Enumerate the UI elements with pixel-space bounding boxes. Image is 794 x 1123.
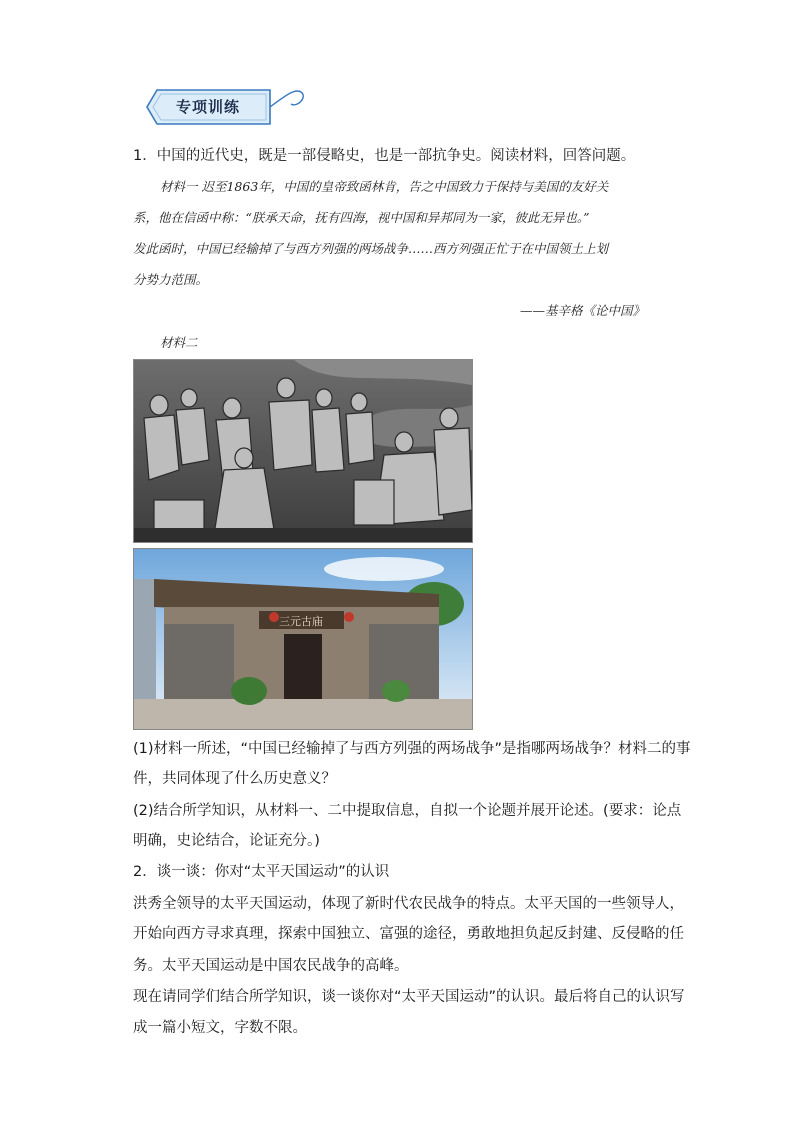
material-1-line: 分势力范围。: [133, 272, 209, 287]
temple-photo-image: [133, 548, 473, 730]
material-1-source: ——基辛格《论中国》: [520, 303, 646, 318]
material-1-line: 材料一 迟至1863年，中国的皇帝致函林肯，告之中国致力于保持与美国的友好关: [160, 179, 609, 194]
question-1-prompt: 1．中国的近代史，既是一部侵略史，也是一部抗争史。阅读材料，回答问题。: [133, 148, 636, 164]
material-1-line: 系，他在信函中称：“朕承天命，抚有四海，视中国和异邦同为一家，彼此无异也。”: [133, 210, 590, 225]
banner-title: 专项训练: [176, 98, 241, 116]
material-2-label: 材料二: [160, 335, 198, 350]
sub-question-1-line: 件，共同体现了什么历史意义？: [133, 771, 336, 787]
question-2-paragraph-line: 务。太平天国运动是中国农民战争的高峰。: [133, 958, 409, 974]
relief-sculpture-image: [133, 359, 473, 543]
sub-question-2-line: 明确，史论结合，论证充分。): [133, 833, 320, 849]
question-2-paragraph-line: 洪秀全领导的太平天国运动，体现了新时代农民战争的特点。太平天国的一些领导人，: [133, 896, 684, 912]
sub-question-1-line: (1)材料一所述，“中国已经输掉了与西方列强的两场战争”是指哪两场战争？材料二的事: [133, 741, 691, 757]
question-2-task-line: 成一篇小短文，字数不限。: [133, 1020, 307, 1036]
question-2-title: 2．谈一谈：你对“太平天国运动”的认识: [133, 864, 390, 880]
question-2-paragraph-line: 开始向西方寻求真理，探索中国独立、富强的途径，勇敢地担负起反封建、反侵略的任: [133, 926, 684, 942]
temple-sign-text: 三元古庙: [279, 615, 323, 628]
sub-question-2-line: (2)结合所学知识，从材料一、二中提取信息，自拟一个论题并展开论述。(要求：论点: [133, 803, 682, 819]
question-2-task-line: 现在请同学们结合所学知识，谈一谈你对“太平天国运动”的认识。最后将自己的认识写: [133, 989, 685, 1005]
material-1-line: 发此函时，中国已经输掉了与西方列强的两场战争……西方列强正忙于在中国领土上划: [133, 241, 609, 256]
